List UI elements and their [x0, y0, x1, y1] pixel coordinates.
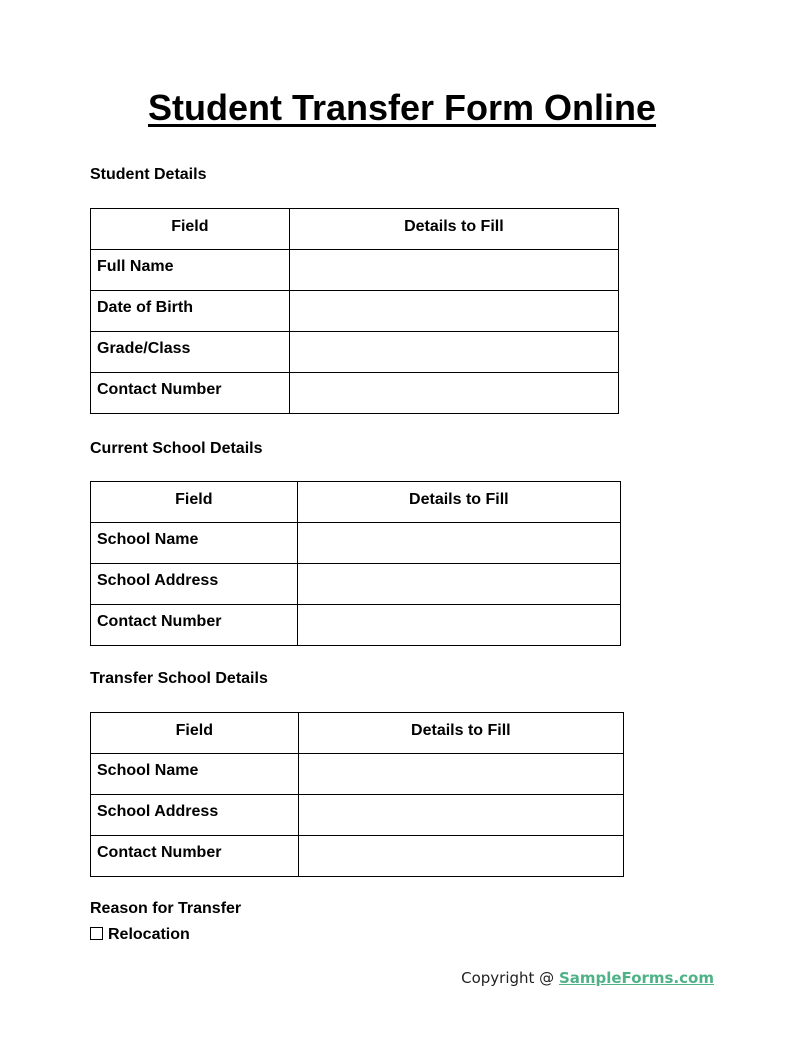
section-heading-reason: Reason for Transfer — [90, 900, 242, 917]
school-name-input-cell[interactable] — [297, 523, 620, 564]
full-name-input-cell[interactable] — [289, 250, 618, 291]
field-label: Date of Birth — [91, 291, 290, 332]
column-header-field: Field — [91, 713, 299, 754]
current-school-table — [90, 481, 621, 646]
table-row — [91, 250, 619, 291]
student-details-table — [90, 208, 619, 414]
page-title: Student Transfer Form Online — [147, 87, 657, 128]
section-heading-current-school: Current School Details — [90, 440, 263, 457]
table-row — [91, 836, 624, 877]
column-header-details: Details to Fill — [297, 482, 620, 523]
table-row — [91, 605, 621, 646]
contact-number-input-cell[interactable] — [297, 605, 620, 646]
column-header-field: Field — [91, 209, 290, 250]
relocation-label: Relocation — [108, 926, 190, 943]
field-label: Grade/Class — [91, 332, 290, 373]
transfer-school-table — [90, 712, 624, 877]
section-heading-transfer-school: Transfer School Details — [90, 670, 268, 687]
field-label: School Address — [91, 564, 298, 605]
section-heading-student-details: Student Details — [90, 166, 207, 183]
column-header-details: Details to Fill — [298, 713, 623, 754]
table-row — [91, 523, 621, 564]
sampleforms-link[interactable]: SampleForms.com — [558, 969, 714, 987]
column-header-details: Details to Fill — [289, 209, 618, 250]
field-label: School Address — [91, 795, 299, 836]
table-header-row — [91, 482, 621, 523]
copyright-text: Copyright @ — [461, 969, 559, 987]
field-label: School Name — [91, 523, 298, 564]
school-address-input-cell[interactable] — [298, 795, 623, 836]
column-header-field: Field — [91, 482, 298, 523]
field-label: Contact Number — [91, 373, 290, 414]
table-row — [91, 754, 624, 795]
field-label: Contact Number — [91, 605, 298, 646]
school-name-input-cell[interactable] — [298, 754, 623, 795]
table-row — [91, 795, 624, 836]
field-label: School Name — [91, 754, 299, 795]
contact-number-input-cell[interactable] — [298, 836, 623, 877]
field-label: Full Name — [91, 250, 290, 291]
date-of-birth-input-cell[interactable] — [289, 291, 618, 332]
table-header-row — [91, 209, 619, 250]
grade-class-input-cell[interactable] — [289, 332, 618, 373]
school-address-input-cell[interactable] — [297, 564, 620, 605]
relocation-checkbox[interactable] — [90, 927, 103, 940]
field-label: Contact Number — [91, 836, 299, 877]
table-row — [91, 291, 619, 332]
relocation-option[interactable] — [90, 925, 190, 945]
copyright-footer — [0, 968, 714, 988]
table-row — [91, 564, 621, 605]
table-row — [91, 373, 619, 414]
contact-number-input-cell[interactable] — [289, 373, 618, 414]
table-header-row — [91, 713, 624, 754]
table-row — [91, 332, 619, 373]
